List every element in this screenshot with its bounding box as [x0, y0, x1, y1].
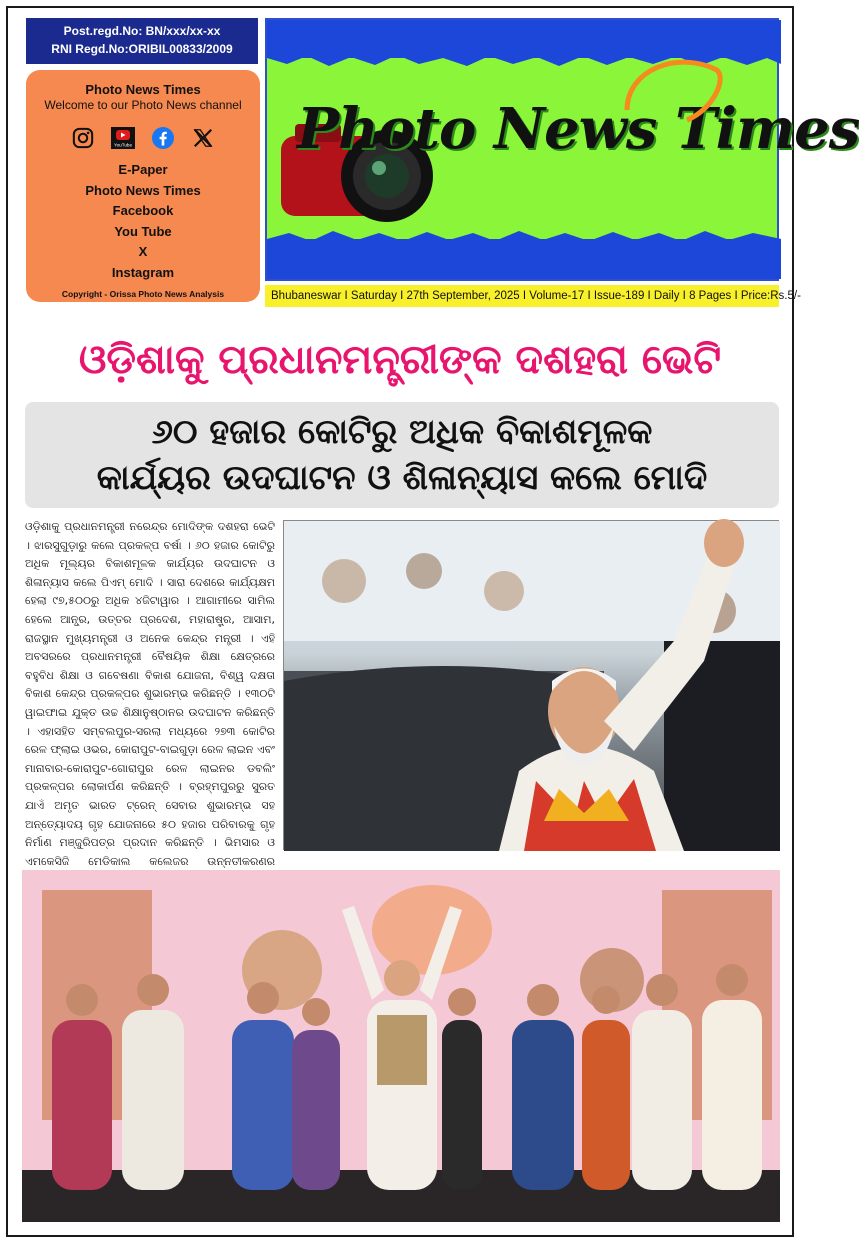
link-instagram[interactable]: Instagram: [111, 264, 175, 280]
subheadline-line-1: ୬୦ ହଜାର କୋଟିରୁ ଅଧିକ ବିକାଶମୂଳକ: [151, 412, 653, 452]
youtube-icon-label: YouTube: [113, 142, 133, 148]
photo-stage-group: [22, 870, 780, 1222]
social-links: [26, 160, 260, 283]
subheadline-line-2: କାର୍ଯ୍ୟର ଉଦଘାଟନ ଓ ଶିଳାନ୍ୟାସ କଲେ ମୋଦି: [96, 458, 708, 498]
article-body: ଓଡ଼ିଶାକୁ ପ୍ରଧାନମନ୍ତ୍ରୀ ନରେନ୍ଦ୍ର ମୋଦିଙ୍କ ଦଶହରା ଭେଟି । ଝାରସୁଗୁଡ଼ାରୁ କଲେ ପ୍ରକଳ୍ପ ବର୍ଷା । ୬୦ ହଜାର କୋଟିରୁ ଅଧିକ ମୂଲ୍ୟର ବିକାଶମୂଳକ କାର୍ଯ୍ୟର ଉଦଘାଟନ ଓ ଶିଳାନ୍ୟାସ କଲେ ପିଏମ୍ ମୋଦି । ସାରା ଦେଶରେ କାର୍ଯ୍ୟକ୍ଷମ ହେଲା ୯୭,୫୦୦ରୁ ଅଧିକ ୪ଜିଟାୱାର । ଆଗାମୀରେ ସାମିଲ ହେଲେ ଆନ୍ଧ୍ର, ଉତ୍ତର ପ୍ରଦେଶ, ମହାରାଷ୍ଟ୍ର, ଆସାମ, ରାଜସ୍ଥାନ ମୁଖ୍ୟମନ୍ତ୍ରୀ ଓ ଅନେକ କେନ୍ଦ୍ର ମନ୍ତ୍ରୀ । ଏହି ଅବସରରେ ପ୍ରଧାନମନ୍ତ୍ରୀ ବୈଷୟିକ ଶିକ୍ଷା କ୍ଷେତ୍ରରେ ବହୁବିଧ ଶିକ୍ଷା ଓ ଗବେଷଣା ବିକାଶ ଯୋଜନା, ବିଶ୍ୱ ଦକ୍ଷତା ବିକାଶ କେନ୍ଦ୍ର ପ୍ରକଳ୍ପର ଶୁଭାରମ୍ଭ କରିଛନ୍ତି । ୧୩୦ଟି ୱାଇଫାଇ ଯୁକ୍ତ ଉଚ୍ଚ ଶିକ୍ଷାନୁଷ୍ଠାନର ଉଦଘାଟନ କରିଛନ୍ତି । ଏହାସହିତ ସମ୍ବଲପୁର-ସରଲା ମଧ୍ୟରେ ୨୭୩ କୋଟିର ରେଳ ଫ୍ଲାଇ ଓଭର, କୋରାପୁଟ-ବାଇଗୁଡ଼ା ରେଳ ଲାଇନ ଏବଂ ମାନାବାର-କୋରାପୁଟ-ଗୋରାପୁର ରେଳ ଲାଇନର ଡବଲିଂ ପ୍ରକଳ୍ପର ଲୋକାର୍ପଣ କରିଛନ୍ତି । ବ୍ରହ୍ମପୁରରୁ ସୁରତ ଯାଏଁ ଅମୃତ ଭାରତ ଟ୍ରେନ୍ ସେବାର ଶୁଭାରମ୍ଭ ସହ ଅନ୍ତ୍ୟୋଦୟ ଗୃହ ଯୋଜନାରେ ୫୦ ହଜାର ପରିବାରକୁ ଗୃହ ନିର୍ମାଣ ମଞ୍ଜୁରିପତ୍ର ପ୍ରଦାନ କରିଛନ୍ତି । ଭିମସାର ଓ ଏମକେସିଜି ମେଡିକାଲ କଲେଜର ଉନ୍ନତୀକରଣର: [25, 520, 275, 868]
link-youtube[interactable]: You Tube: [114, 223, 172, 239]
copyright: Copyright - Orissa Photo News Analysis: [61, 289, 225, 299]
social-panel: [26, 70, 260, 302]
link-facebook[interactable]: Facebook: [112, 203, 174, 218]
registration-box: [26, 18, 258, 64]
social-panel-title: Photo News Times: [85, 82, 201, 97]
link-photo-news-times[interactable]: Photo News Times: [85, 182, 201, 198]
subheadline-box: [25, 402, 779, 508]
logo-swoosh: [617, 50, 737, 140]
link-epaper[interactable]: E-Paper: [118, 162, 168, 177]
social-icons: [26, 124, 260, 152]
link-x[interactable]: X: [138, 244, 148, 259]
dateline: Bhubaneswar I Saturday I 27th September, 2025 I Volume-17 I Issue-189 I Daily I 8 Pages I Price:Rs.5/-: [265, 285, 779, 307]
main-headline: ଓଡ଼ିଶାକୁ ପ୍ରଧାନମନ୍ତ୍ରୀଙ୍କ ଦଶହରା ଭେଟି: [78, 337, 722, 383]
rni-registration: RNI Regd.No:ORIBIL00833/2009: [51, 42, 233, 56]
masthead: [265, 18, 859, 281]
masthead-logo: Photo News Times: [297, 96, 859, 162]
masthead-bottom-band: [267, 239, 777, 279]
instagram-icon[interactable]: [71, 126, 95, 150]
postal-registration: Post.regd.No: BN/xxx/xx-xx: [63, 24, 221, 38]
photo-leader-waving: [283, 520, 779, 850]
x-icon[interactable]: [191, 126, 215, 150]
welcome-text: Welcome to our Photo News channel: [44, 98, 242, 112]
facebook-icon[interactable]: [151, 126, 175, 150]
youtube-icon[interactable]: [111, 126, 135, 150]
